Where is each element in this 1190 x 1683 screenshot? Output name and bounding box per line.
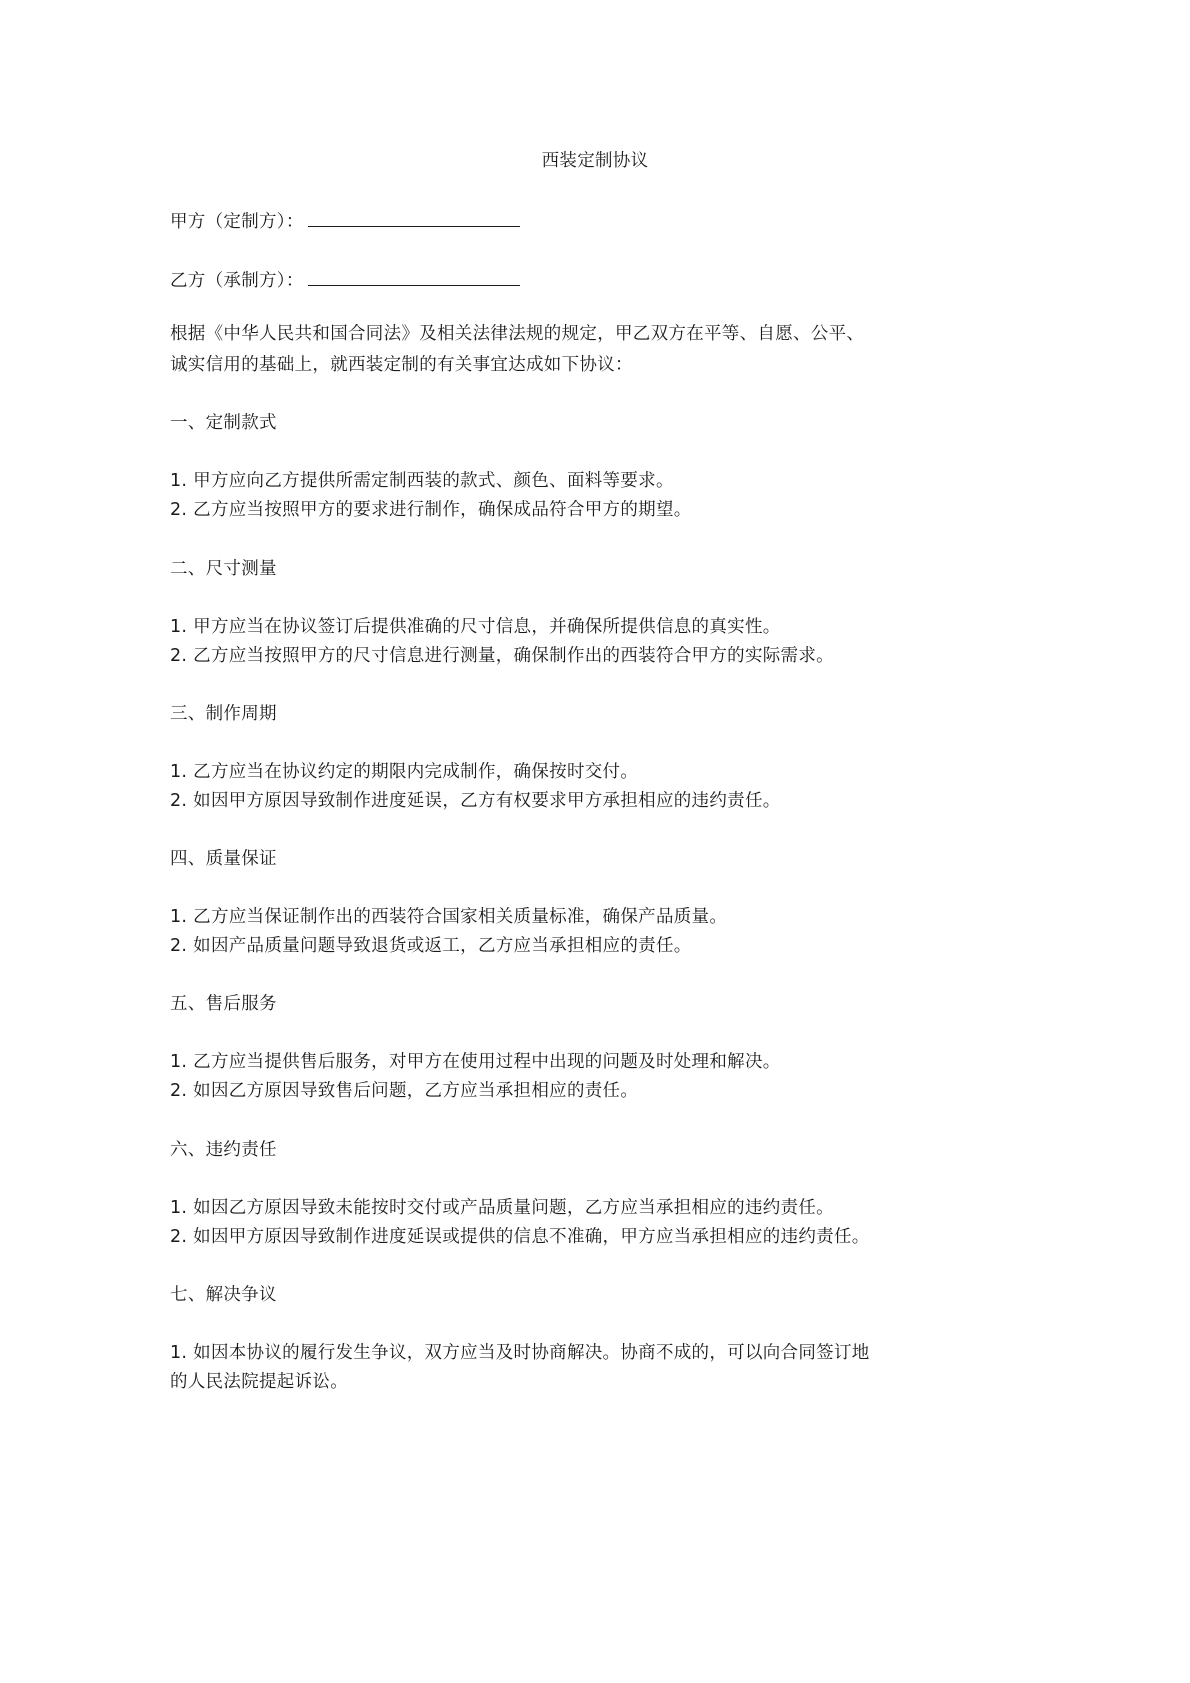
party-b-blank-field[interactable] xyxy=(308,267,520,286)
party-a-label: 甲方（定制方）： xyxy=(170,212,304,232)
clause-item: 1. 甲方应当在协议签订后提供准确的尺寸信息，并确保所提供信息的真实性。 xyxy=(170,617,781,637)
party-b-row xyxy=(170,267,520,292)
party-a-blank-field[interactable] xyxy=(308,208,520,227)
document-title-text: 西装定制协议 xyxy=(541,151,649,171)
clause-item: 1. 乙方应当保证制作出的西装符合国家相关质量标准，确保产品质量。 xyxy=(170,907,728,927)
section-heading: 四、质量保证 xyxy=(170,849,277,869)
clause-item: 1. 乙方应当提供售后服务，对甲方在使用过程中出现的问题及时处理和解决。 xyxy=(170,1052,781,1072)
clause-item: 2. 如因产品质量问题导致退货或返工，乙方应当承担相应的责任。 xyxy=(170,936,692,956)
preamble-line-1: 根据《中华人民共和国合同法》及相关法律法规的规定，甲乙双方在平等、自愿、公平、 xyxy=(170,324,865,344)
clause-item-continuation: 的人民法院提起诉讼。 xyxy=(170,1372,348,1392)
party-a-row xyxy=(170,208,520,233)
clause-item: 2. 乙方应当按照甲方的要求进行制作，确保成品符合甲方的期望。 xyxy=(170,500,692,520)
section-heading: 二、尺寸测量 xyxy=(170,559,277,579)
clause-item: 1. 如因乙方原因导致未能按时交付或产品质量问题，乙方应当承担相应的违约责任。 xyxy=(170,1198,834,1218)
clause-item: 2. 如因甲方原因导致制作进度延误，乙方有权要求甲方承担相应的违约责任。 xyxy=(170,791,781,811)
preamble-line-2: 诚实信用的基础上，就西装定制的有关事宜达成如下协议： xyxy=(170,355,633,375)
section-heading: 三、制作周期 xyxy=(170,704,277,724)
section-heading: 五、售后服务 xyxy=(170,994,277,1014)
document-title xyxy=(0,150,1190,172)
clause-item: 1. 乙方应当在协议约定的期限内完成制作，确保按时交付。 xyxy=(170,762,639,782)
clause-item: 2. 如因甲方原因导致制作进度延误或提供的信息不准确，甲方应当承担相应的违约责任。 xyxy=(170,1227,870,1247)
clause-item: 1. 如因本协议的履行发生争议，双方应当及时协商解决。协商不成的，可以向合同签订地 xyxy=(170,1343,870,1363)
section-heading: 六、违约责任 xyxy=(170,1140,277,1160)
section-heading: 一、定制款式 xyxy=(170,413,277,433)
clause-item: 1. 甲方应向乙方提供所需定制西装的款式、颜色、面料等要求。 xyxy=(170,471,674,491)
party-b-label: 乙方（承制方）： xyxy=(170,271,304,291)
clause-item: 2. 乙方应当按照甲方的尺寸信息进行测量，确保制作出的西装符合甲方的实际需求。 xyxy=(170,646,834,666)
clause-item: 2. 如因乙方原因导致售后问题，乙方应当承担相应的责任。 xyxy=(170,1081,639,1101)
section-heading: 七、解决争议 xyxy=(170,1285,277,1305)
